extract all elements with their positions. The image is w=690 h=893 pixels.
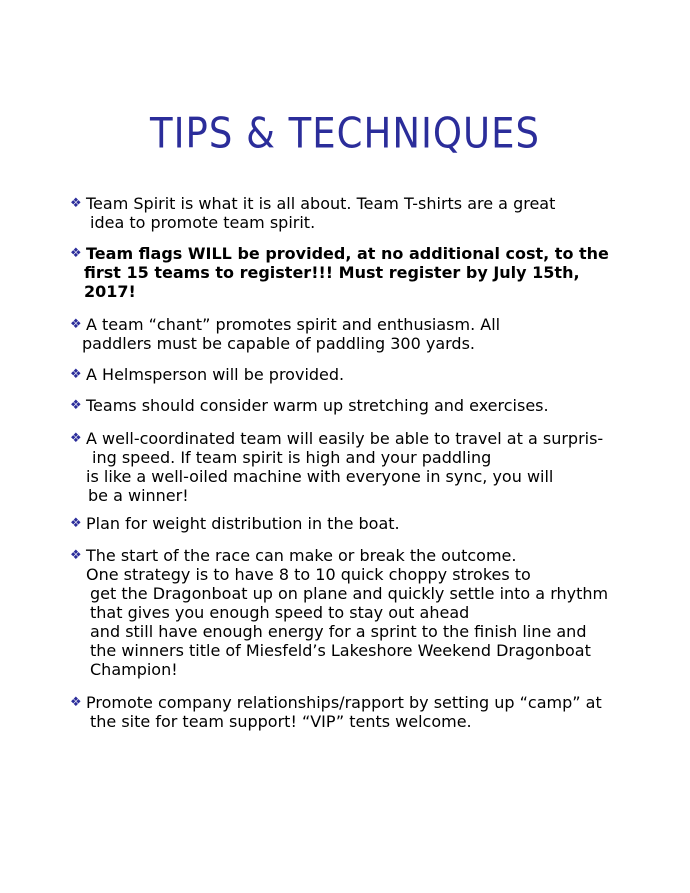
tip-item [72, 244, 652, 301]
tip-text: that gives you enough speed to stay out ahead [90, 603, 470, 622]
tip-item [72, 396, 652, 415]
tip-text: ing speed. If team spirit is high and your paddling [92, 448, 492, 467]
diamond-bullet-icon: ❖ [70, 246, 82, 261]
tip-item [72, 429, 652, 505]
diamond-bullet-icon: ❖ [70, 398, 82, 413]
tip-line [72, 244, 652, 263]
tip-line [72, 622, 652, 641]
tip-text: Champion! [90, 660, 178, 679]
diamond-bullet-icon: ❖ [70, 196, 82, 211]
page-title: TIPS & TECHNIQUES [150, 109, 540, 158]
tip-text: get the Dragonboat up on plane and quickly settle into a rhythm [90, 584, 609, 603]
tip-line [72, 467, 652, 486]
tip-line [72, 693, 652, 712]
tip-line [72, 396, 652, 415]
tip-text: idea to promote team spirit. [90, 213, 316, 232]
tip-text: Plan for weight distribution in the boat. [86, 514, 400, 533]
tip-text: 2017! [84, 282, 136, 301]
tip-item [72, 546, 652, 679]
tip-line [72, 712, 652, 731]
tip-text: be a winner! [88, 486, 189, 505]
tip-text: and still have enough energy for a sprint to the finish line and [90, 622, 587, 641]
diamond-bullet-icon: ❖ [70, 317, 82, 332]
tip-line [72, 365, 652, 384]
tip-line [72, 546, 652, 565]
tip-line [72, 334, 652, 353]
tip-text: A well-coordinated team will easily be able to travel at a surpris- [86, 429, 604, 448]
tip-line [72, 448, 652, 467]
tip-text: the site for team support! “VIP” tents welcome. [90, 712, 472, 731]
tip-text: The start of the race can make or break the outcome. [86, 546, 517, 565]
tip-line [72, 213, 652, 232]
tip-text: Teams should consider warm up stretching and exercises. [86, 396, 549, 415]
tip-line [72, 263, 652, 282]
tip-item [72, 514, 652, 533]
tip-line [72, 194, 652, 213]
diamond-bullet-icon: ❖ [70, 367, 82, 382]
tip-item [72, 693, 652, 731]
tip-text: A team “chant” promotes spirit and enthusiasm. All [86, 315, 501, 334]
tip-line [72, 641, 652, 660]
tip-text: Team flags WILL be provided, at no additional cost, to the [86, 244, 609, 263]
tip-text: A Helmsperson will be provided. [86, 365, 345, 384]
tip-line [72, 565, 652, 584]
tip-line [72, 603, 652, 622]
tip-item [72, 365, 652, 384]
tip-text: is like a well-oiled machine with everyone in sync, you will [86, 467, 554, 486]
tip-line [72, 429, 652, 448]
diamond-bullet-icon: ❖ [70, 695, 82, 710]
tip-line [72, 315, 652, 334]
tip-item [72, 315, 652, 353]
tip-line [72, 282, 652, 301]
tip-text: the winners title of Miesfeld’s Lakeshore Weekend Dragonboat [90, 641, 591, 660]
diamond-bullet-icon: ❖ [70, 548, 82, 563]
tip-line [72, 514, 652, 533]
tip-line [72, 486, 652, 505]
tip-text: Promote company relationships/rapport by setting up “camp” at [86, 693, 602, 712]
tip-item [72, 194, 652, 232]
tip-text: paddlers must be capable of paddling 300 yards. [82, 334, 475, 353]
tip-text: first 15 teams to register!!! Must register by July 15th, [84, 263, 580, 282]
diamond-bullet-icon: ❖ [70, 516, 82, 531]
diamond-bullet-icon: ❖ [70, 431, 82, 446]
tip-line [72, 584, 652, 603]
tip-text: One strategy is to have 8 to 10 quick choppy strokes to [86, 565, 531, 584]
tip-line [72, 660, 652, 679]
tip-text: Team Spirit is what it is all about. Team T-shirts are a great [86, 194, 556, 213]
